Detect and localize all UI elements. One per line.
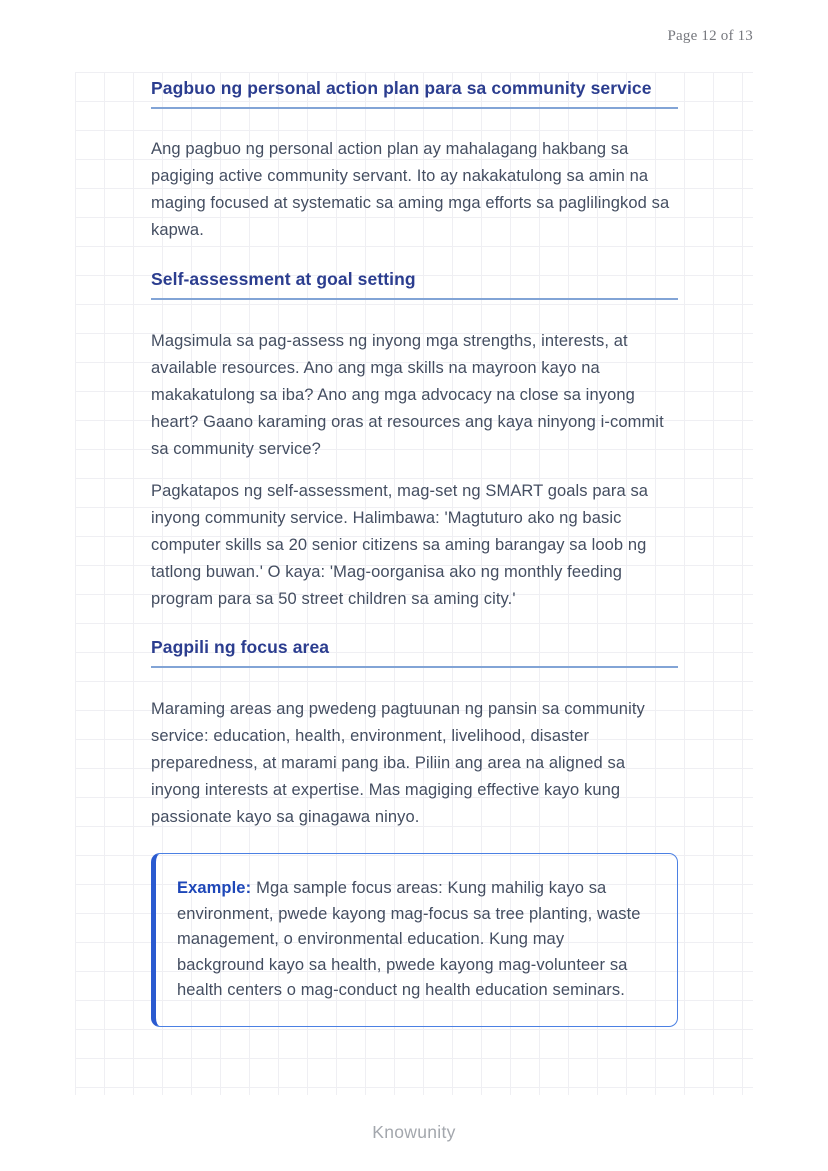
example-label: Example: — [177, 879, 252, 897]
paragraph-smart-goals: Pagkatapos ng self-assessment, mag-set ng SMART goals para sa inyong community service. Halimbawa: 'Magtuturo ako ng basic computer skills sa 20 senior citizens sa aming barangay sa loob ng tatlong buwan.' O kaya: 'Mag-oorganisa ako ng monthly feeding program para sa 50 street children sa aming city.' — [151, 482, 649, 608]
example-body: Mga sample focus areas: Kung mahilig kayo sa environment, pwede kayong mag-focus sa tree planting, waste management, o environmental education. Kung may background kayo sa health, pwede kayong mag-volunteer sa health centers o mag-conduct ng health education seminars. — [177, 879, 641, 999]
paragraph-focus-area: Maraming areas ang pwedeng pagtuunan ng pansin sa community service: education, health, environment, livelihood, disaster preparedness, at marami pang iba. Piliin ang area na aligned sa inyong interests at expertise. Mas magiging effective kayo kung passionate kayo sa ginagawa ninyo. — [151, 700, 645, 826]
section-heading-focus-area: Pagpili ng focus area — [151, 636, 678, 668]
example-text — [177, 876, 651, 1004]
page-number: Page 12 of 13 — [667, 28, 753, 44]
paragraph-self-assessment: Magsimula sa pag-assess ng inyong mga strengths, interests, at available resources. Ano ang mga skills na mayroon kayo na makakatulong sa iba? Ano ang mga advocacy na close sa inyong heart? Gaano karaming oras at resources ang kaya ninyong i-commit sa community service? — [151, 332, 664, 458]
section-heading-self-assessment: Self-assessment at goal setting — [151, 268, 678, 300]
graph-paper-sheet — [75, 72, 753, 1095]
example-callout-box — [151, 853, 678, 1027]
footer-brand-knowunity: Knowunity — [372, 1122, 456, 1142]
paragraph-action-plan-intro: Ang pagbuo ng personal action plan ay mahalagang hakbang sa pagiging active community servant. Ito ay nakakatulong sa amin na maging focused at systematic sa aming mga efforts sa paglilingkod sa kapwa. — [151, 140, 670, 239]
section-heading-action-plan: Pagbuo ng personal action plan para sa community service — [151, 77, 678, 109]
